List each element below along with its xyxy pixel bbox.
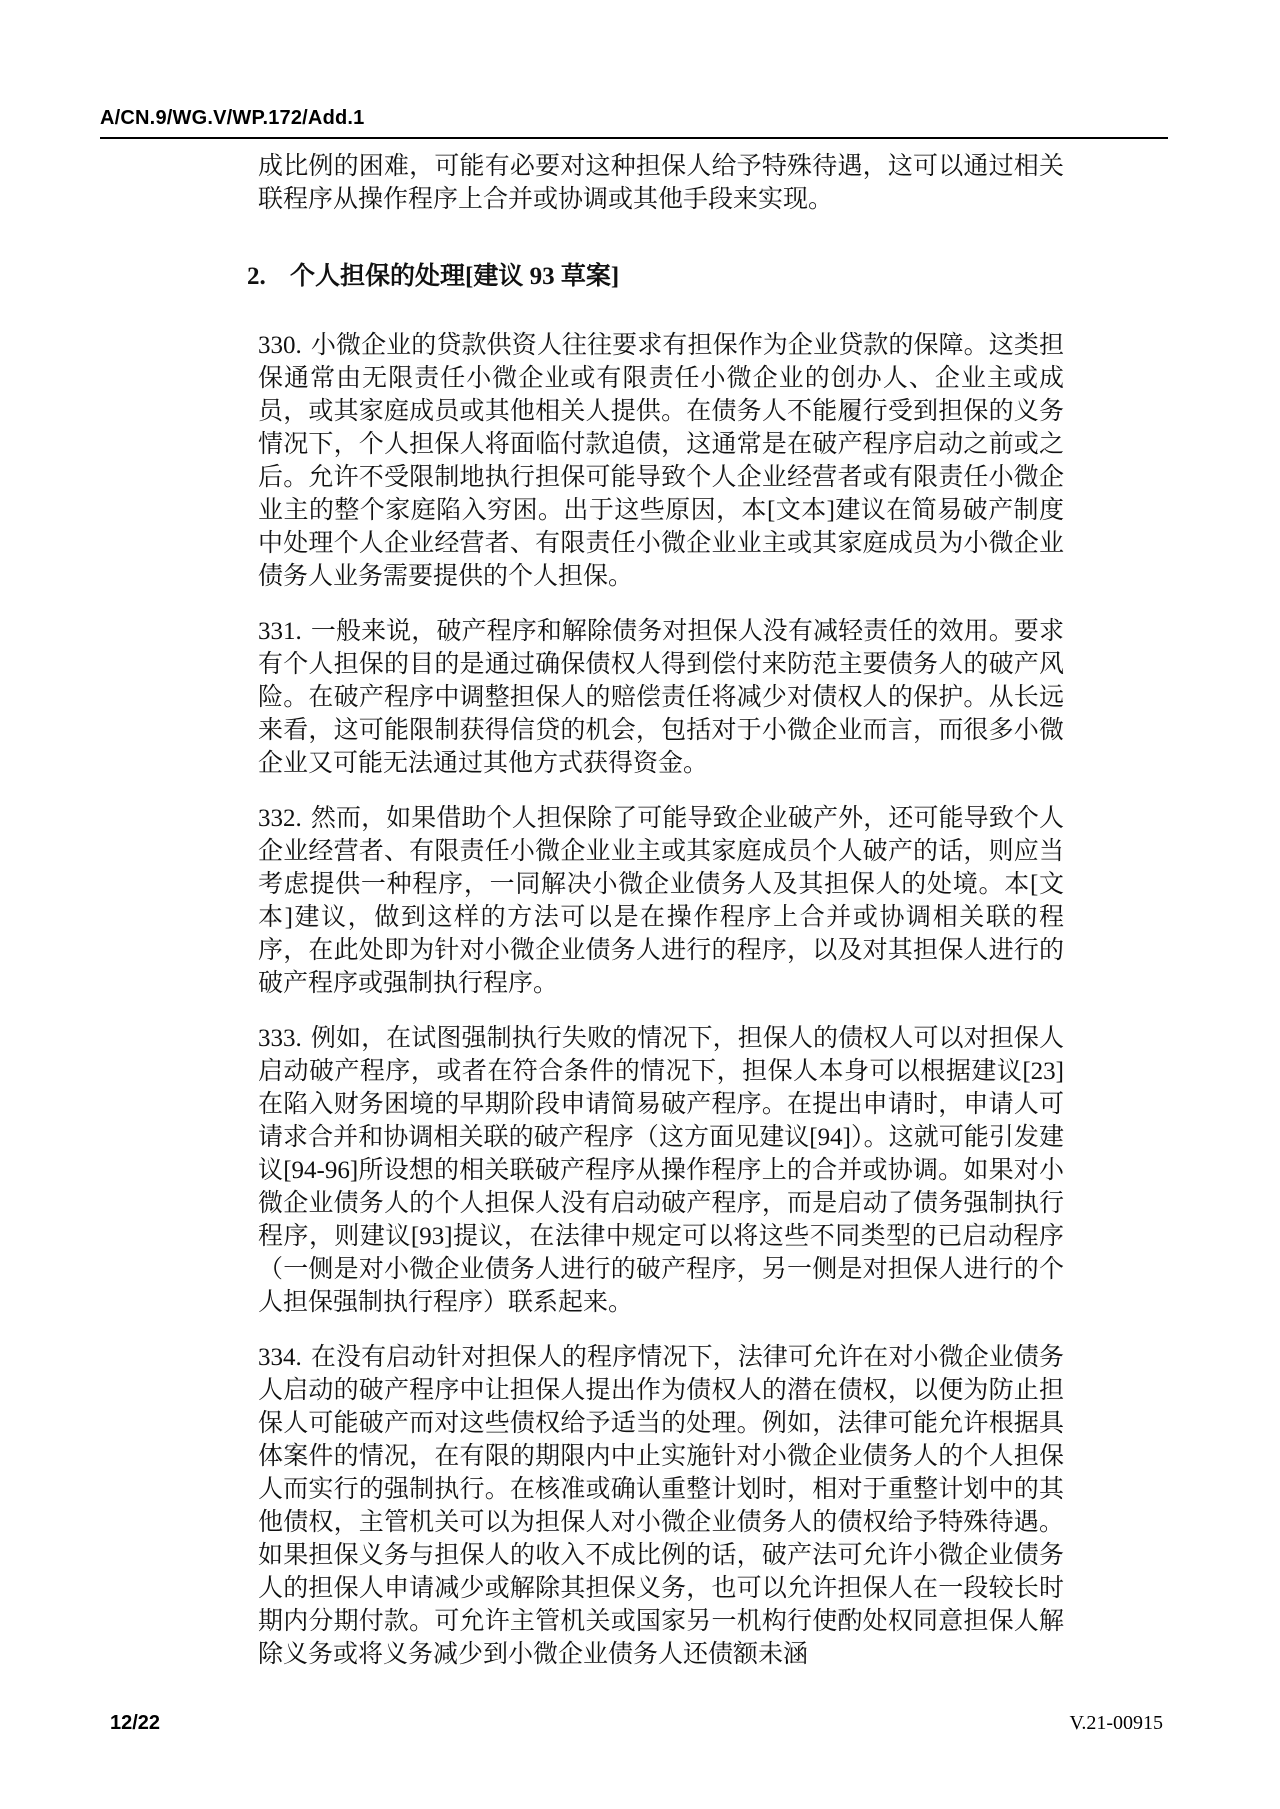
paragraph-text: 小微企业的贷款供资人往往要求有担保作为企业贷款的保障。这类担保通常由无限责任小微企业或有限责任小微企业的创办人、企业主或成员，或其家庭成员或其他相关人提供。在债务人不能履行受到担保的义务情况下，个人担保人将面临付款追债，这通常是在破产程序启动之前或之后。允许不受限制地执行担保可能导致个人企业经营者或有限责任小微企业主的整个家庭陷入穷困。出于这些原因，本[文本]建议在简易破产制度中处理个人企业经营者、有限责任小微企业业主或其家庭成员为小微企业债务人业务需要提供的个人担保。 [258, 332, 1064, 590]
section-title: 个人担保的处理[建议 93 草案] [290, 263, 620, 290]
paragraph-number: 331. [258, 618, 302, 645]
paragraph-332 [258, 802, 1064, 1000]
paragraph-text: 在没有启动针对担保人的程序情况下，法律可允许在对小微企业债务人启动的破产程序中让担保人提出作为债权人的潜在债权，以便为防止担保人可能破产而对这些债权给予适当的处理。例如，法律可能允许根据具体案件的情况，在有限的期限内中止实施针对小微企业债务人的个人担保人而实行的强制执行。在核准或确认重整计划时，相对于重整计划中的其他债权，主管机关可以为担保人对小微企业债务人的债权给予特殊待遇。如果担保义务与担保人的收入不成比例的话，破产法可允许小微企业债务人的担保人申请减少或解除其担保义务，也可以允许担保人在一段较长时期内分期付款。可允许主管机关或国家另一机构行使酌处权同意担保人解除义务或将义务减少到小微企业债务人还债额未涵 [258, 1344, 1064, 1668]
paragraph-number: 330. [258, 332, 302, 359]
document-symbol: A/CN.9/WG.V/WP.172/Add.1 [100, 107, 365, 129]
paragraph-continuation: 成比例的困难，可能有必要对这种担保人给予特殊待遇，这可以通过相关联程序从操作程序上合并或协调或其他手段来实现。 [258, 153, 1064, 213]
paragraph-number: 333. [258, 1025, 302, 1052]
paragraph-331 [258, 615, 1064, 780]
document-job-number: V.21-00915 [1069, 1712, 1163, 1734]
paragraph-number: 332. [258, 805, 302, 832]
paragraph-text: 例如，在试图强制执行失败的情况下，担保人的债权人可以对担保人启动破产程序，或者在符合条件的情况下，担保人本身可以根据建议[23]在陷入财务困境的早期阶段申请简易破产程序。在提出申请时，申请人可请求合并和协调相关联的破产程序（这方面见建议[94]）。这就可能引发建议[94-96]所设想的相关联破产程序从操作程序上的合并或协调。如果对小微企业债务人的个人担保人没有启动破产程序，而是启动了债务强制执行程序，则建议[93]提议，在法律中规定可以将这些不同类型的已启动程序（一侧是对小微企业债务人进行的破产程序，另一侧是对担保人进行的个人担保强制执行程序）联系起来。 [258, 1025, 1064, 1316]
paragraph-text: 然而，如果借助个人担保除了可能导致企业破产外，还可能导致个人企业经营者、有限责任小微企业业主或其家庭成员个人破产的话，则应当考虑提供一种程序，一同解决小微企业债务人及其担保人的处境。本[文本]建议，做到这样的方法可以是在操作程序上合并或协调相关联的程序，在此处即为针对小微企业债务人进行的程序，以及对其担保人进行的破产程序或强制执行程序。 [258, 805, 1064, 997]
section-number: 2. [247, 263, 266, 290]
page-number: 12/22 [110, 1712, 161, 1734]
header-divider [100, 137, 1168, 139]
paragraph-number: 334. [258, 1344, 302, 1371]
document-body [247, 150, 1064, 1693]
paragraph-text: 一般来说，破产程序和解除债务对担保人没有减轻责任的效用。要求有个人担保的目的是通过确保债权人得到偿付来防范主要债务人的破产风险。在破产程序中调整担保人的赔偿责任将减少对债权人的保护。从长远来看，这可能限制获得信贷的机会，包括对于小微企业而言，而很多小微企业又可能无法通过其他方式获得资金。 [258, 618, 1064, 777]
paragraph-334 [258, 1341, 1064, 1671]
section-heading [247, 260, 1064, 293]
paragraph-330 [258, 329, 1064, 593]
paragraph-333 [258, 1022, 1064, 1319]
